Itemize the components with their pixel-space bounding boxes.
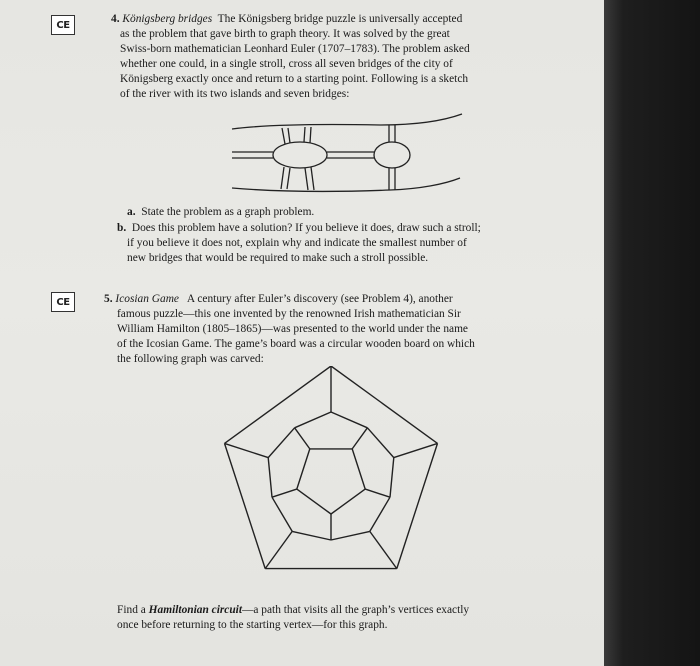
ce-badge-icon: CE [51,292,75,312]
spoke-edge [370,531,397,568]
middle-edge [390,458,394,498]
inner-spoke-edge [352,428,367,449]
problem-4-line-4: whether one could, in a single stroll, cross all seven bridges of the city of [120,58,453,70]
outer-edge [331,366,438,443]
desk-background [604,0,700,666]
part-b-label: b. [117,222,127,234]
problem-5-line-2: famous puzzle—this one invented by the renowned Irish mathematician Sir [117,308,461,320]
problem-4-part-b [117,221,577,266]
outer-edge [397,443,438,568]
problem-5-line-1: A century after Euler’s discovery (see Problem 4), another [186,293,453,305]
problem-4 [111,12,571,102]
middle-edge [295,412,331,428]
problem-5-line-5: the following graph was carved: [117,353,264,365]
middle-edge [268,458,272,498]
outer-edge [225,366,332,443]
inner-edge [297,489,331,514]
spoke-edge [265,531,292,568]
middle-edge [370,497,390,531]
find-prefix: Find a [117,604,146,616]
middle-edge [331,412,367,428]
find-line-1: —a path that visits all the graph’s vertices exactly [242,604,470,616]
hamiltonian-circuit-instruction [117,603,577,633]
part-a-text: State the problem as a graph problem. [141,206,315,218]
problem-4-number: 4. [111,13,120,25]
inner-edge [297,449,310,489]
middle-edge [331,531,370,540]
inner-spoke-edge [365,489,390,497]
problem-4-title: Königsberg bridges [122,13,213,25]
middle-edge [292,531,331,540]
part-b-line-1: Does this problem have a solution? If you believe it does, draw such a stroll; [131,222,481,234]
middle-edge [268,428,294,458]
middle-edge [367,428,393,458]
part-a-label: a. [127,206,136,218]
inner-spoke-edge [295,428,310,449]
problem-5-number: 5. [104,293,113,305]
inner-edge [352,449,365,489]
part-b-line-3: new bridges that would be required to make such a stroll possible. [127,252,429,264]
spoke-edge [225,443,269,457]
problem-4-line-3: Swiss-born mathematician Leonhard Euler (1707–1783). The problem asked [120,43,470,55]
problem-5 [104,292,574,367]
find-term: Hamiltonian circuit [148,604,243,616]
problem-5-line-3: William Hamilton (1805–1865)—was presented to the world under the name [117,323,468,335]
problem-4-line-5: Königsberg exactly once and return to a starting point. Following is a sketch [120,73,469,85]
inner-edge [331,489,365,514]
problem-5-line-4: of the Icosian Game. The game’s board was a circular wooden board on which [117,338,475,350]
ce-badge-icon: CE [51,15,75,35]
problem-4-line-2: as the problem that gave birth to graph theory. It was solved by the great [120,28,450,40]
find-line-2: once before returning to the starting vertex—for this graph. [117,619,388,631]
problem-4-part-a [117,205,577,220]
spoke-edge [394,443,438,457]
inner-spoke-edge [272,489,297,497]
middle-edge [272,497,292,531]
problem-4-line-6: of the river with its two islands and seven bridges: [120,88,350,100]
konigsberg-river-sketch [0,108,604,203]
icosian-dodecahedron-graph [0,366,604,606]
problem-4-line-1: The Königsberg bridge puzzle is universally accepted [217,13,463,25]
outer-edge [225,443,266,568]
part-b-line-2: if you believe it does not, explain why and indicate the smallest number of [127,237,467,249]
problem-5-title: Icosian Game [115,293,179,305]
